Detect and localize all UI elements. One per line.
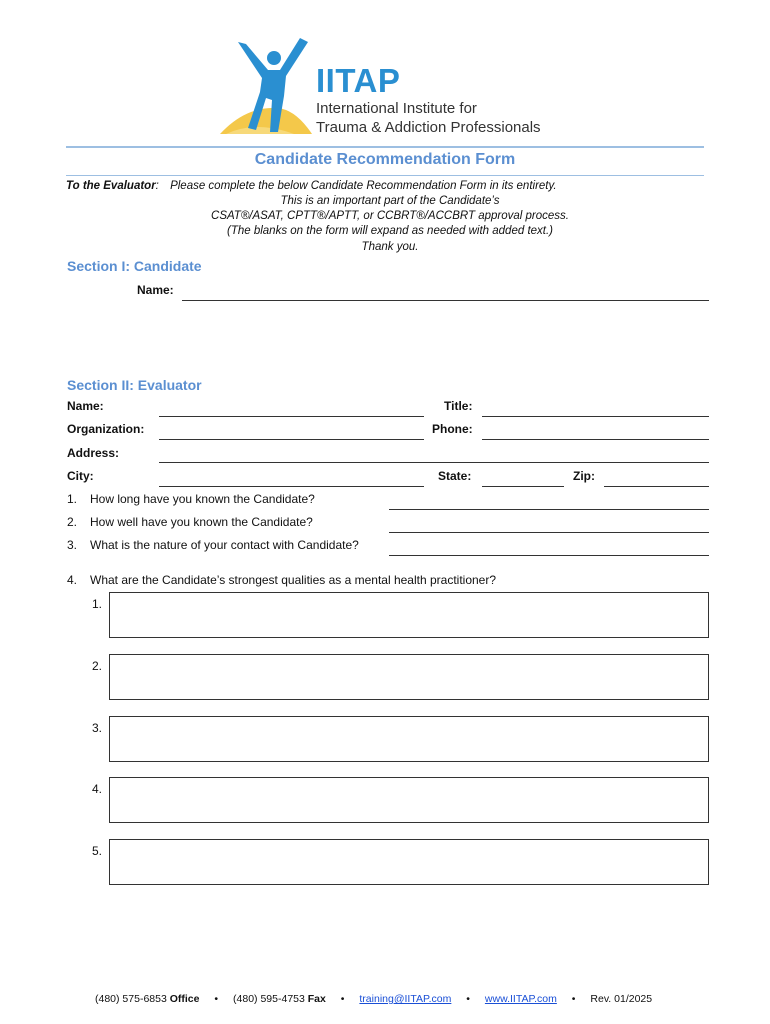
intro-line3: CSAT®/ASAT, CPTT®/APTT, or CCBRT®/ACCBRT approval process. [211,210,569,222]
question-text: How long have you known the Candidate? [90,492,315,506]
city-label: City: [67,469,94,483]
office-label: Office [169,993,200,1005]
question-number: 1. [67,492,78,506]
question-4 [67,573,497,587]
fax-number: (480) 595-4753 [233,993,305,1005]
quality-answer-box-5[interactable] [109,839,709,885]
website-link[interactable]: www.IITAP.com [484,993,557,1005]
brand-tagline-line2: Trauma & Addiction Professionals [316,119,541,136]
separator: • [214,993,219,1005]
quality-box-number: 5. [91,844,102,858]
city-field[interactable] [159,486,424,487]
quality-answer-box-4[interactable] [109,777,709,823]
address-label: Address: [67,446,120,460]
intro-line1: Please complete the below Candidate Recommendation Form in its entirety. [170,180,557,192]
separator: • [340,993,345,1005]
quality-answer-box-1[interactable] [109,592,709,638]
question-number: 2. [67,515,78,529]
organization-field[interactable] [159,439,424,440]
revision-label: Rev. 01/2025 [590,993,653,1005]
question-1-answer-field[interactable] [389,509,709,510]
question-text: What are the Candidate’s strongest qualities as a mental health practitioner? [90,573,497,587]
intro-line4: (The blanks on the form will expand as needed with added text.) [226,225,554,237]
address-field[interactable] [159,462,709,463]
brand-tagline-line1: International Institute for [316,100,477,117]
brand-name: IITAP [316,62,401,99]
evaluator-name-label: Name: [67,399,104,413]
zip-field[interactable] [604,486,709,487]
state-label: State: [438,469,472,483]
candidate-name-field[interactable] [182,300,709,301]
page-title: Candidate Recommendation Form [254,151,516,168]
separator: • [466,993,470,1005]
intro-line2: This is an important part of the Candidate’s [280,195,500,207]
intro-label: To the Evaluator [66,180,156,192]
evaluator-title-field[interactable] [482,416,709,417]
email-link[interactable]: training@IITAP.com [359,993,452,1005]
evaluator-name-field[interactable] [159,416,424,417]
question-number: 4. [67,573,78,587]
person-arms-raised-icon [216,36,326,138]
section1-heading: Section I: Candidate [67,258,202,274]
quality-answer-box-2[interactable] [109,654,709,700]
phone-label: Phone: [432,422,473,436]
quality-answer-box-3[interactable] [109,716,709,762]
question-1 [67,492,315,506]
fax-label: Fax [307,993,326,1005]
separator: • [571,993,576,1005]
title-rule-bottom [66,175,704,176]
intro-colon: : [155,180,159,192]
phone-field[interactable] [482,439,709,440]
section2-heading: Section II: Evaluator [67,377,202,393]
organization-label: Organization: [67,422,145,436]
state-field[interactable] [482,486,564,487]
candidate-name-label: Name: [137,283,174,297]
intro-first-line [66,180,557,192]
question-2 [67,515,313,529]
evaluator-title-label: Title: [444,399,473,413]
quality-box-number: 2. [91,659,102,673]
quality-box-number: 3. [91,721,102,735]
question-text: What is the nature of your contact with Candidate? [90,538,359,552]
zip-label: Zip: [573,469,595,483]
question-text: How well have you known the Candidate? [90,515,313,529]
question-3-answer-field[interactable] [389,555,709,556]
quality-box-number: 1. [91,597,102,611]
quality-box-number: 4. [91,782,102,796]
question-2-answer-field[interactable] [389,532,709,533]
title-rule-top [66,146,704,148]
footer [95,993,653,1005]
question-number: 3. [67,538,78,552]
intro-line5: Thank you. [361,241,419,253]
iitap-logo [216,36,566,138]
question-3 [67,538,359,552]
office-number: (480) 575-6853 [95,993,167,1005]
